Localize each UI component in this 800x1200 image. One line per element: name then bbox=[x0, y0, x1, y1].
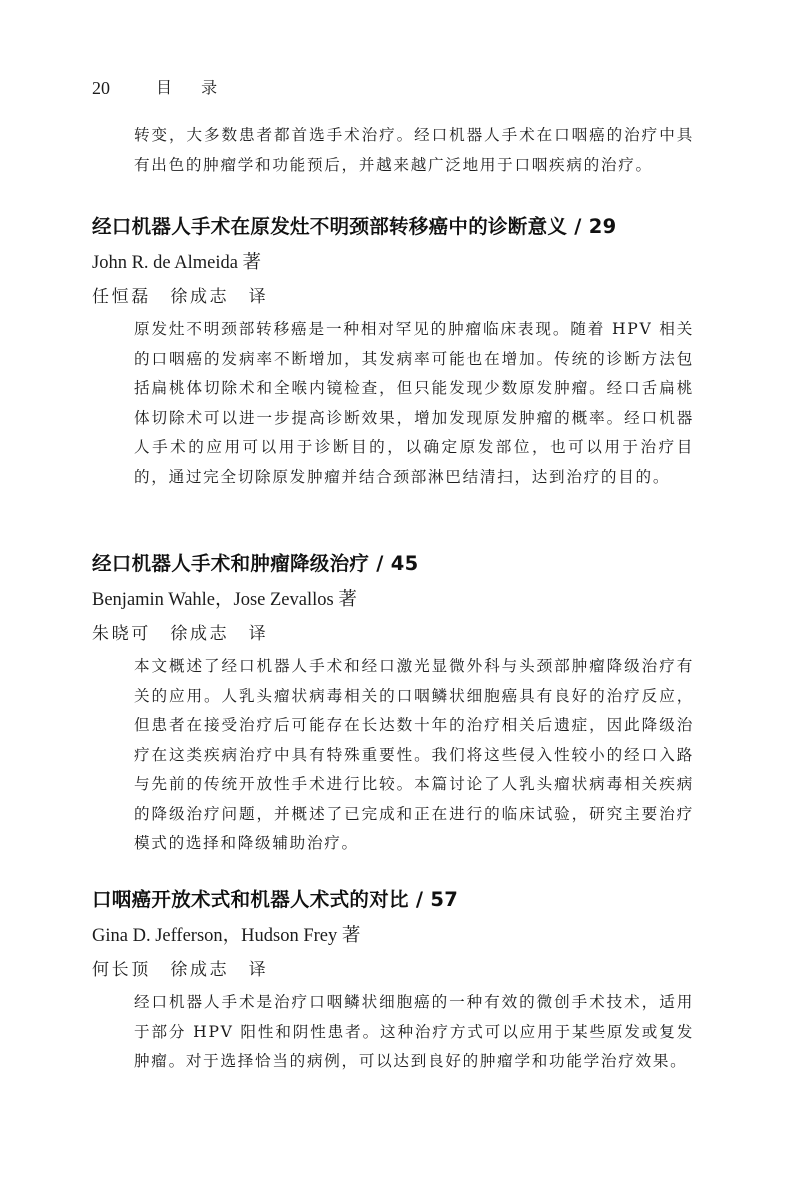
toc-entry bbox=[92, 213, 694, 492]
entry-abstract: 本文概述了经口机器人手术和经口激光显微外科与头颈部肿瘤降级治疗有关的应用。人乳头瘤状病毒相关的口咽鳞状细胞癌具有良好的治疗反应，但患者在接受治疗后可能存在长达数十年的治疗相关后遗症，因此降级治疗在这类疾病治疗中具有特殊重要性。我们将这些侵入性较小的经口入路与先前的传统开放性手术进行比较。本篇讨论了人乳头瘤状病毒相关疾病的降级治疗问题，并概述了已完成和正在进行的临床试验，研究主要治疗模式的选择和降级辅助治疗。 bbox=[134, 657, 694, 852]
entry-abstract: 原发灶不明颈部转移癌是一种相对罕见的肿瘤临床表现。随着 HPV 相关的口咽癌的发病率不断增加，其发病率可能也在增加。传统的诊断方法包括扁桃体切除术和全喉内镜检查，但只能发现少数原发肿瘤。经口舌扁桃体切除术可以进一步提高诊断效果，增加发现原发肿瘤的概率。经口机器人手术的应用可以用于诊断目的，以确定原发部位，也可以用于治疗目的，通过完全切除原发肿瘤并结合颈部淋巴结清扫，达到治疗的目的。 bbox=[134, 320, 694, 486]
toc-entry bbox=[92, 550, 694, 859]
entry-translator: 朱晓可 徐成志 译 bbox=[92, 624, 269, 644]
page-number: 20 bbox=[92, 78, 110, 98]
entry-abstract: 经口机器人手术是治疗口咽鳞状细胞癌的一种有效的微创手术技术，适用于部分 HPV 阳性和阴性患者。这种治疗方式可以应用于某些原发或复发肿瘤。对于选择恰当的病例，可以达到良好的肿瘤学和功能学治疗效果。 bbox=[134, 993, 694, 1070]
entry-title[interactable]: 口咽癌开放术式和机器人术式的对比 / 57 bbox=[92, 888, 459, 911]
section-label: 目 录 bbox=[156, 78, 230, 97]
entry-author: Gina D. Jefferson，Hudson Frey 著 bbox=[92, 926, 361, 946]
running-head bbox=[92, 76, 229, 100]
entry-title[interactable]: 经口机器人手术在原发灶不明颈部转移癌中的诊断意义 / 29 bbox=[92, 215, 617, 238]
intro-continuation bbox=[134, 121, 694, 180]
entry-author: Benjamin Wahle，Jose Zevallos 著 bbox=[92, 590, 357, 610]
intro-abstract: 转变，大多数患者都首选手术治疗。经口机器人手术在口咽癌的治疗中具有出色的肿瘤学和功能预后，并越来越广泛地用于口咽疾病的治疗。 bbox=[134, 126, 694, 174]
entry-title[interactable]: 经口机器人手术和肿瘤降级治疗 / 45 bbox=[92, 552, 419, 575]
toc-entry bbox=[92, 886, 694, 1077]
entry-translator: 何长顶 徐成志 译 bbox=[92, 960, 269, 980]
entry-translator: 任恒磊 徐成志 译 bbox=[92, 287, 269, 307]
entry-author: John R. de Almeida 著 bbox=[92, 253, 262, 273]
